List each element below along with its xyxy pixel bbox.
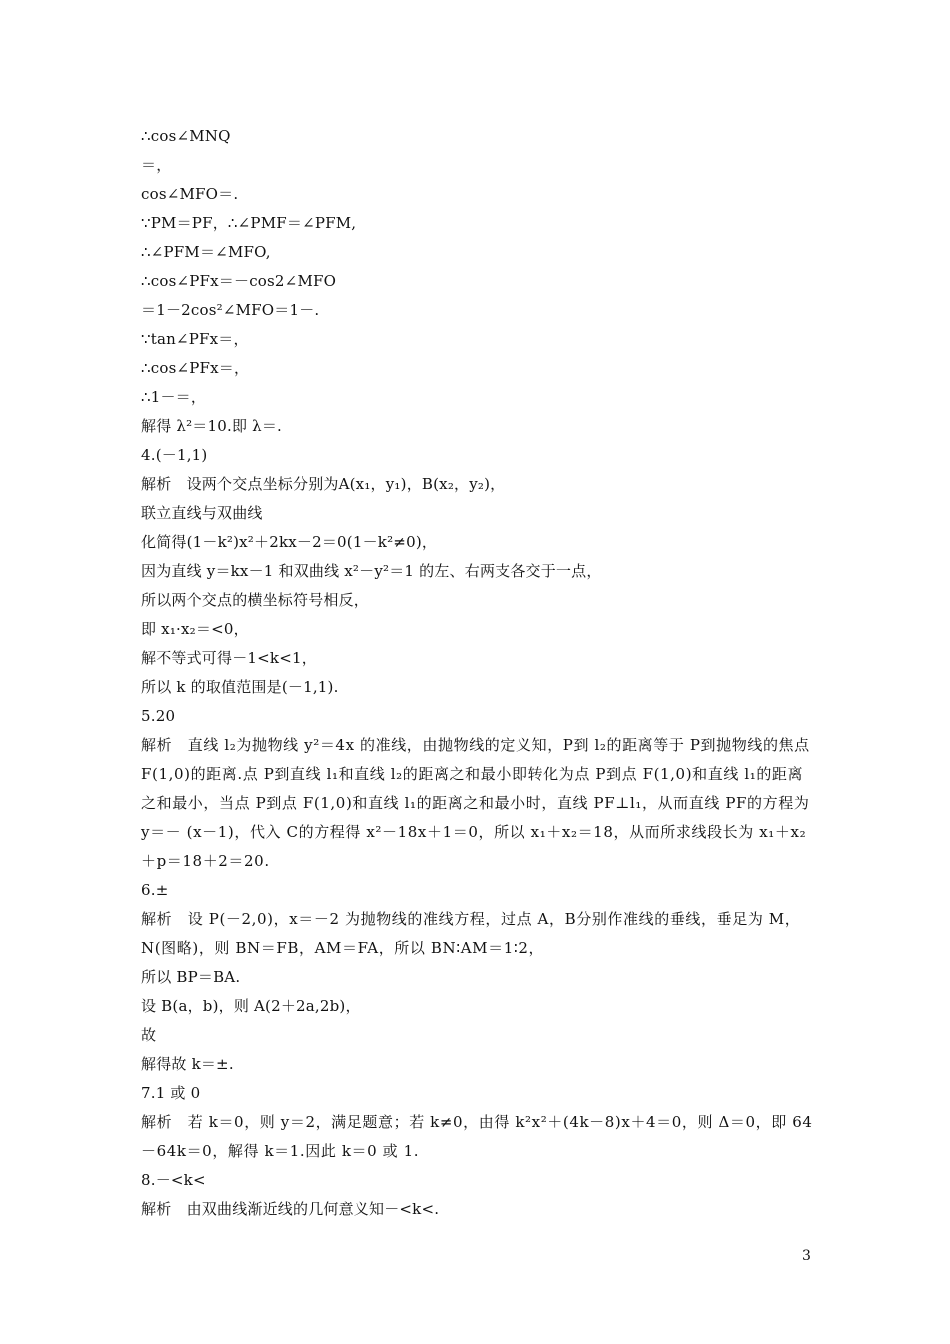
text-line: ∴1－＝， [141,388,207,406]
question-8-analysis: 解析 由双曲线渐近线的几何意义知－<k<. [141,1200,440,1218]
question-5-analysis: 解析 直线 l₂为抛物线 y²＝4x 的准线，由抛物线的定义知，P到 l₂的距离等于 P到抛物线的焦点 F(1,0)的距离.点 P到直线 l₁和直线 l₂的距离之和最小即转化为点 P到点 F(1,0)和直线 l₁的距离之和最小，当点 P到点 F(1,0)和直线 l₁的距离之和最小时，直线 PF⊥l₁，从而直线 PF的方程为 y＝－ (x－1)，代入 C的方程得 x²－18x＋1＝0，所以 x₁＋x₂＝18，从而所求线段长为 x₁＋x₂＋p＝18＋2＝20. [141,736,810,870]
text-line: ∵PM＝PF，∴∠PMF＝∠PFM, [141,214,357,232]
text-line: 化简得(1－k²)x²＋2kx－2＝0(1－k²≠0)， [141,533,438,551]
page-number: 3 [802,1248,811,1264]
question-7-answer: 7.1 或 0 [141,1084,201,1102]
question-6-analysis: 解析 设 P(－2,0)，x＝－2 为抛物线的准线方程，过点 A，B分别作准线的垂线，垂足为 M，N(图略)，则 BN＝FB，AM＝FA，所以 BN∶AM＝1∶2， [141,910,801,957]
question-8-answer: 8.－<k< [141,1171,206,1189]
text-line: 解不等式可得－1<k<1， [141,649,317,667]
text-line: 联立直线与双曲线 [141,504,263,522]
text-line: 解得故 k＝±. [141,1055,234,1073]
text-line: 所以两个交点的横坐标符号相反， [141,591,370,609]
question-4-answer: 4.(－1,1) [141,446,208,464]
question-7-analysis: 解析 若 k＝0，则 y＝2，满足题意；若 k≠0，由得 k²x²＋(4k－8)x＋4＝0，则 Δ＝0，即 64－64k＝0，解得 k＝1.因此 k＝0 或 1. [141,1113,813,1160]
text-line: ∴cos∠PFx＝， [141,359,250,377]
text-line: 即 x₁·x₂＝<0， [141,620,249,638]
text-line: ∵tan∠PFx＝， [141,330,249,348]
text-line: ＝1－2cos²∠MFO＝1－. [141,301,320,319]
text-line: ＝， [141,156,172,174]
text-line: 解得 λ²＝10.即 λ＝. [141,417,282,435]
question-6-answer: 6.± [141,881,169,899]
text-line: cos∠MFO＝. [141,185,239,203]
question-5-answer: 5.20 [141,707,176,725]
text-line: 所以 BP＝BA. [141,968,241,986]
text-line: ∴cos∠MNQ [141,127,231,145]
text-line: ∴cos∠PFx＝－cos2∠MFO [141,272,337,290]
text-line: 设 B(a，b)，则 A(2＋2a,2b)， [141,997,361,1015]
text-line: 所以 k 的取值范围是(－1,1). [141,678,339,696]
solution-text [141,122,813,1224]
text-line: ∴∠PFM＝∠MFO, [141,243,271,261]
text-line: 解析 设两个交点坐标分别为A(x₁，y₁)，B(x₂，y₂)， [141,475,506,493]
text-line: 故 [141,1026,157,1044]
text-line: 因为直线 y＝kx－1 和双曲线 x²－y²＝1 的左、右两支各交于一点， [141,562,602,580]
